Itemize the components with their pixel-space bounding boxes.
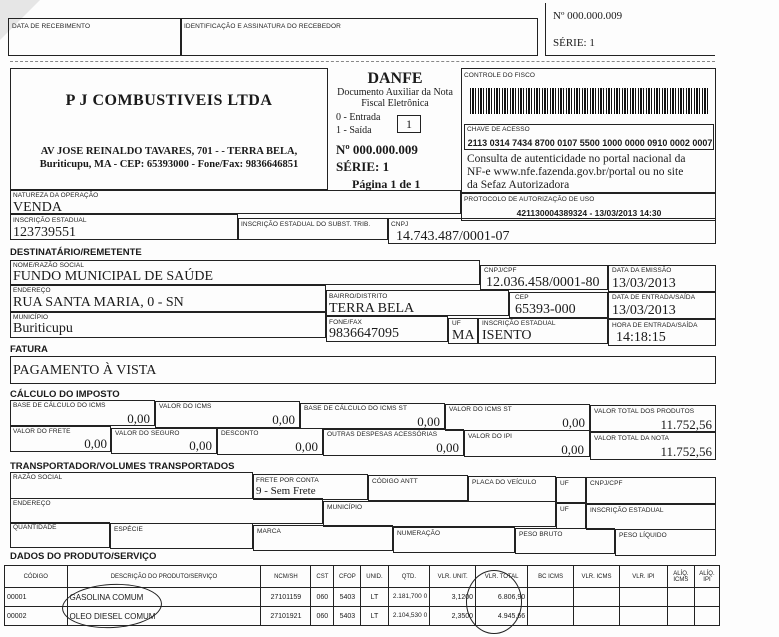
receipt-date-divider	[180, 18, 182, 56]
consult-line-3: da Sefaz Autorizadora	[467, 179, 570, 191]
col-unit-price: VLR. UNIT.	[430, 566, 476, 588]
row-ipi	[619, 588, 667, 607]
row-bc-icms	[528, 607, 574, 626]
issuer-address-line1: AV JOSE REINALDO TAVARES, 701 - - TERRA BELA,	[40, 146, 298, 157]
cut-line	[10, 61, 715, 62]
invoice-title: FATURA	[10, 344, 48, 355]
row-code: 00001	[5, 588, 68, 607]
operation-nature-label: NATUREZA DA OPERAÇÃO	[13, 192, 99, 199]
subst-registration-label: INSCRIÇÃO ESTADUAL DO SUBST. TRIB.	[241, 221, 371, 228]
invoice-total: 11.752,56	[660, 444, 712, 459]
row-unit-price: 3,1200	[430, 588, 476, 607]
row-qty: 2.104,530 0	[388, 607, 430, 626]
danfe-subtitle-2: Fiscal Eletrônica	[361, 98, 429, 109]
row-aliq-ipi	[694, 607, 719, 626]
tax-control-label: CONTROLE DO FISCO	[464, 72, 536, 79]
col-aliq-ipi: ALÍQ. IPI	[694, 566, 719, 588]
danfe-title: DANFE	[367, 70, 423, 87]
recipient-city-label: MUNICÍPIO	[13, 314, 49, 321]
row-unit: LT	[361, 607, 388, 626]
issue-date-label: DATA DA EMISSÃO	[612, 267, 672, 274]
tax-calc-title: CÁLCULO DO IMPOSTO	[10, 389, 120, 400]
recipient-ie: ISENTO	[482, 328, 532, 343]
products-total-label: VALOR TOTAL DOS PRODUTOS	[594, 408, 695, 415]
col-bc-icms: BC ICMS	[528, 566, 574, 588]
row-total: 4.945,66	[476, 607, 528, 626]
col-ncm: NCM/SH	[261, 566, 311, 588]
freight-mode: 9 - Sem Frete	[256, 485, 316, 497]
row-bc-icms	[528, 588, 574, 607]
products-total: 11.752,56	[660, 417, 712, 432]
row-aliq-icms	[667, 607, 694, 626]
icms-st-value: 0,00	[562, 415, 585, 430]
icms-base-label: BASE DE CÁLCULO DO ICMS	[13, 402, 106, 409]
col-aliq-icms: ALÍQ. ICMS	[667, 566, 694, 588]
brand-label: MARCA	[257, 528, 281, 535]
recipient-phone: 9836647095	[329, 326, 399, 341]
col-qty: QTD.	[388, 566, 430, 588]
danfe-exit-option: 1 - Saída	[336, 125, 372, 136]
carrier-name-label: RAZÃO SOCIAL	[13, 474, 63, 481]
col-icms: VLR. ICMS	[574, 566, 620, 588]
exit-time-label: HORA DE ENTRADA/SAÍDA	[612, 322, 698, 329]
row-aliq-icms	[667, 588, 694, 607]
row-total: 6.806,90	[476, 588, 528, 607]
insurance: 0,00	[189, 438, 212, 453]
icms-st-value-label: VALOR DO ICMS ST	[449, 406, 512, 413]
discount-label: DESCONTO	[221, 430, 259, 437]
recipient-cep-label: CEP	[515, 294, 529, 301]
col-unit: UNID.	[361, 566, 388, 588]
numbering-label: NUMERAÇÃO	[397, 530, 441, 537]
receipt-date-label: DATA DE RECEBIMENTO	[12, 23, 91, 30]
operation-nature: VENDA	[13, 200, 62, 215]
recipient-phone-label: FONE/FAX	[329, 319, 362, 326]
receipt-series: SÉRIE: 1	[553, 37, 595, 49]
recipient-uf-label: UF	[452, 320, 461, 327]
recipient-district: TERRA BELA	[329, 301, 415, 316]
row-qty: 2.181,700 0	[388, 588, 430, 607]
icms-value: 0,00	[272, 412, 295, 427]
issuer-cnpj: 14.743.487/0001-07	[396, 229, 510, 244]
plate-label: PLACA DO VEÍCULO	[472, 479, 537, 486]
row-aliq-ipi	[694, 588, 719, 607]
recipient-name-label: NOME/RAZÃO SOCIAL	[13, 262, 85, 269]
insurance-label: VALOR DO SEGURO	[115, 430, 180, 437]
row-description: GASOLINA COMUM	[67, 588, 261, 607]
carrier-city-label: MUNICÍPIO	[327, 504, 363, 511]
net-weight-label: PESO LÍQUIDO	[619, 532, 667, 539]
consult-line-2: NF-e www.nfe.fazenda.gov.br/portal ou no site	[467, 166, 684, 178]
row-unit: LT	[361, 588, 388, 607]
state-registration-label: INSCRIÇÃO ESTADUAL	[13, 217, 87, 224]
issuer-name: P J COMBUSTIVEIS LTDA	[65, 92, 273, 109]
exit-date: 13/03/2013	[612, 303, 676, 318]
danfe-series: SÉRIE: 1	[336, 159, 390, 174]
exit-time: 14:18:15	[616, 330, 666, 345]
quantity-label: QUANTIDADE	[13, 524, 57, 531]
recipient-cep: 65393-000	[515, 302, 576, 317]
products-title: DADOS DO PRODUTO/SERVIÇO	[10, 551, 157, 562]
icms-base: 0,00	[127, 411, 150, 426]
recipient-title: DESTINATÁRIO/REMETENTE	[10, 247, 142, 258]
row-description: OLEO DIESEL COMUM	[67, 607, 261, 626]
gross-weight-label: PESO BRUTO	[519, 531, 563, 538]
col-total: VLR. TOTAL	[476, 566, 528, 588]
col-cst: CST	[311, 566, 334, 588]
access-key-label: CHAVE DE ACESSO	[467, 126, 530, 133]
icms-value-label: VALOR DO ICMS	[159, 403, 212, 410]
invoice-total-label: VALOR TOTAL DA NOTA	[594, 435, 670, 442]
row-ncm: 27101921	[261, 607, 311, 626]
issuer-address-line2: Buriticupu, MA - CEP: 65393000 - Fone/Fax: 9836646851	[39, 159, 299, 170]
consult-line-1: Consulta de autenticidade no portal nacional da	[467, 153, 686, 165]
ipi-value: 0,00	[561, 442, 584, 457]
recipient-uf: MA	[452, 328, 475, 343]
discount: 0,00	[295, 439, 318, 454]
carrier-ie-label: INSCRIÇÃO ESTADUAL	[590, 507, 664, 514]
species-label: ESPÉCIE	[114, 526, 143, 533]
recipient-cnpj: 12.036.458/0001-80	[486, 275, 600, 290]
col-cfop: CFOP	[334, 566, 361, 588]
receipt-signature-label: IDENTIFICAÇÃO E ASSINATURA DO RECEBEDOR	[184, 23, 341, 30]
issue-date: 13/03/2013	[612, 276, 676, 291]
receipt-number: Nº 000.000.009	[553, 10, 623, 22]
row-icms	[574, 607, 620, 626]
recipient-address-label: ENDEREÇO	[13, 287, 51, 294]
other-expenses: 0,00	[436, 440, 459, 455]
recipient-city: Buriticupu	[13, 321, 73, 336]
freight-mode-label: FRETE POR CONTA	[256, 477, 319, 484]
state-registration: 123739551	[13, 225, 76, 240]
recipient-district-label: BAIRRO/DISTRITO	[329, 293, 388, 300]
col-code: CÓDIGO	[5, 566, 68, 588]
antt-label: CÓDIGO ANTT	[372, 478, 418, 485]
col-ipi: VLR. IPI	[619, 566, 667, 588]
danfe-number: Nº 000.000.009	[336, 142, 418, 157]
carrier-title: TRANSPORTADOR/VOLUMES TRANSPORTADOS	[10, 461, 235, 472]
row-cst: 060	[311, 588, 334, 607]
danfe-subtitle-1: Documento Auxiliar da Nota	[337, 87, 453, 98]
danfe-entry-option: 0 - Entrada	[336, 112, 381, 123]
carrier-uf-label: UF	[560, 480, 569, 487]
row-ncm: 27101159	[261, 588, 311, 607]
carrier-address-label: ENDEREÇO	[13, 500, 51, 507]
issuer-cnpj-label: CNPJ	[391, 221, 409, 228]
protocol-label: PROTOCOLO DE AUTORIZAÇÃO DE USO	[464, 196, 595, 203]
carrier-address-box	[10, 498, 323, 524]
recipient-cnpj-label: CNPJ/CPF	[484, 267, 517, 274]
recipient-ie-label: INSCRIÇÃO ESTADUAL	[482, 320, 556, 327]
issuer-box	[10, 68, 328, 190]
hand-circle-total	[466, 570, 522, 634]
danfe-page: Página 1 de 1	[352, 177, 421, 191]
row-cfop: 5403	[334, 607, 361, 626]
other-expenses-label: OUTRAS DESPESAS ACESSÓRIAS	[327, 431, 438, 438]
row-cfop: 5403	[334, 588, 361, 607]
ipi-value-label: VALOR DO IPI	[468, 433, 513, 440]
row-icms	[574, 588, 620, 607]
danfe-type-box: 1	[397, 115, 421, 133]
exit-date-label: DATA DE ENTRADA/SAÍDA	[612, 294, 696, 301]
recipient-name: FUNDO MUNICIPAL DE SAÚDE	[13, 269, 214, 284]
icms-st-base: 0,00	[417, 414, 440, 429]
row-code: 00002	[5, 607, 68, 626]
icms-st-base-label: BASE DE CÁLCULO DO ICMS ST	[304, 405, 408, 412]
access-key: 2113 0314 7434 8700 0107 5500 1000 0000 0910 0002 0007	[467, 138, 713, 148]
row-cst: 060	[311, 607, 334, 626]
protocol: 421130004389324 - 13/03/2013 14:30	[516, 208, 662, 218]
col-description: DESCRIÇÃO DO PRODUTO/SERVIÇO	[67, 566, 261, 588]
invoice-payment: PAGAMENTO À VISTA	[13, 363, 157, 378]
carrier-uf2-label: UF	[560, 506, 569, 513]
recipient-address: RUA SANTA MARIA, 0 - SN	[13, 295, 184, 310]
row-ipi	[619, 607, 667, 626]
freight-label: VALOR DO FRETE	[13, 428, 71, 435]
freight: 0,00	[84, 436, 107, 451]
barcode	[470, 88, 710, 114]
carrier-cnpj-label: CNPJ/CPF	[590, 480, 623, 487]
row-unit-price: 2,3500	[430, 607, 476, 626]
